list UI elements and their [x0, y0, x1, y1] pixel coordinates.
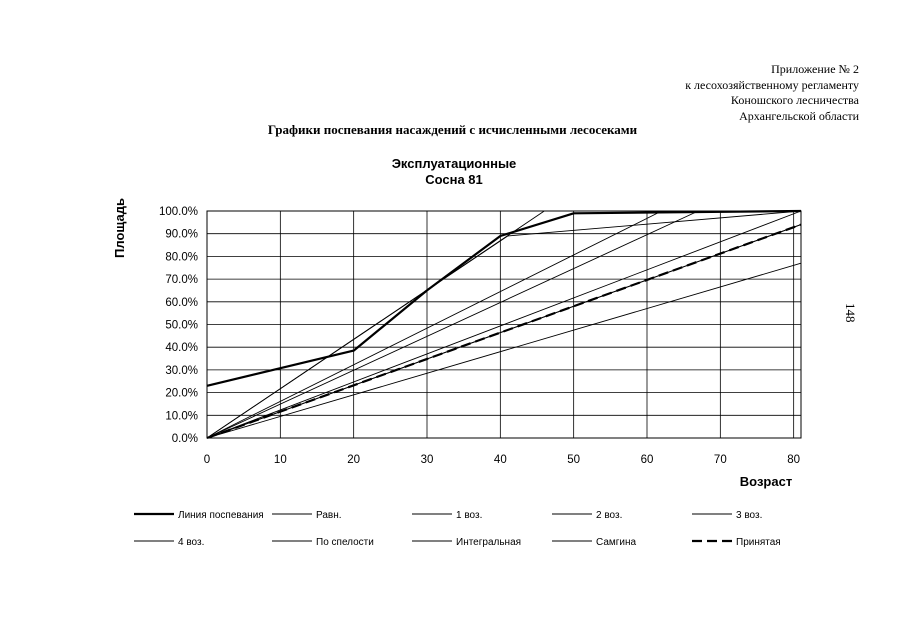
legend-label-9: Принятая [736, 537, 781, 548]
y-tick-label: 50.0% [165, 319, 198, 332]
y-tick-label: 60.0% [165, 296, 198, 309]
x-tick-label: 40 [493, 454, 507, 466]
chart-subtitle: Сосна 81 [425, 172, 483, 187]
y-tick-label: 0.0% [171, 433, 198, 445]
y-tick-label: 80.0% [165, 251, 198, 264]
appendix-line-1: Приложение № 2 [771, 62, 859, 76]
legend-label-7: Интегральная [456, 537, 522, 548]
y-tick-label: 100.0% [158, 206, 198, 218]
document-title: Графики поспевания насаждений с исчисленными лесосеками [267, 122, 638, 137]
x-tick-label: 20 [347, 454, 361, 466]
x-tick-label: 80 [787, 454, 801, 466]
appendix-line-3: Коношского лесничества [730, 93, 859, 107]
y-tick-label: 40.0% [165, 342, 198, 355]
legend-label-8: Самгина [596, 537, 637, 548]
x-axis-label: Возраст [739, 474, 793, 489]
legend-label-0: Линия поспевания [178, 510, 264, 521]
plot-axes [159, 206, 800, 466]
y-tick-label: 30.0% [165, 364, 198, 377]
y-tick-label: 70.0% [165, 274, 198, 287]
x-tick-label: 0 [203, 454, 211, 466]
legend-label-4: 3 воз. [736, 510, 763, 521]
y-tick-label: 90.0% [165, 228, 198, 241]
x-tick-label: 70 [713, 454, 727, 466]
page-number: 148 [843, 303, 858, 323]
legend-label-3: 2 воз. [596, 510, 623, 521]
legend-label-1: Равн. [316, 510, 342, 521]
y-axis-label: Площадь [112, 198, 127, 258]
y-tick-label: 10.0% [165, 410, 198, 423]
x-tick-label: 60 [640, 454, 654, 466]
legend-label-5: 4 воз. [178, 537, 205, 548]
appendix-line-4: Архангельской области [739, 108, 859, 123]
series-line-0 [207, 211, 801, 386]
legend-label-6: По спелости [316, 537, 374, 548]
y-tick-label: 20.0% [165, 387, 198, 400]
legend-label-2: 1 воз. [456, 510, 483, 521]
x-tick-label: 10 [273, 454, 287, 466]
x-tick-label: 50 [567, 454, 581, 466]
chart-title: Эксплуатационные [391, 156, 517, 171]
x-tick-label: 30 [420, 454, 434, 466]
appendix-line-2: к лесохозяйственному регламенту [685, 77, 859, 92]
legend [134, 510, 781, 548]
